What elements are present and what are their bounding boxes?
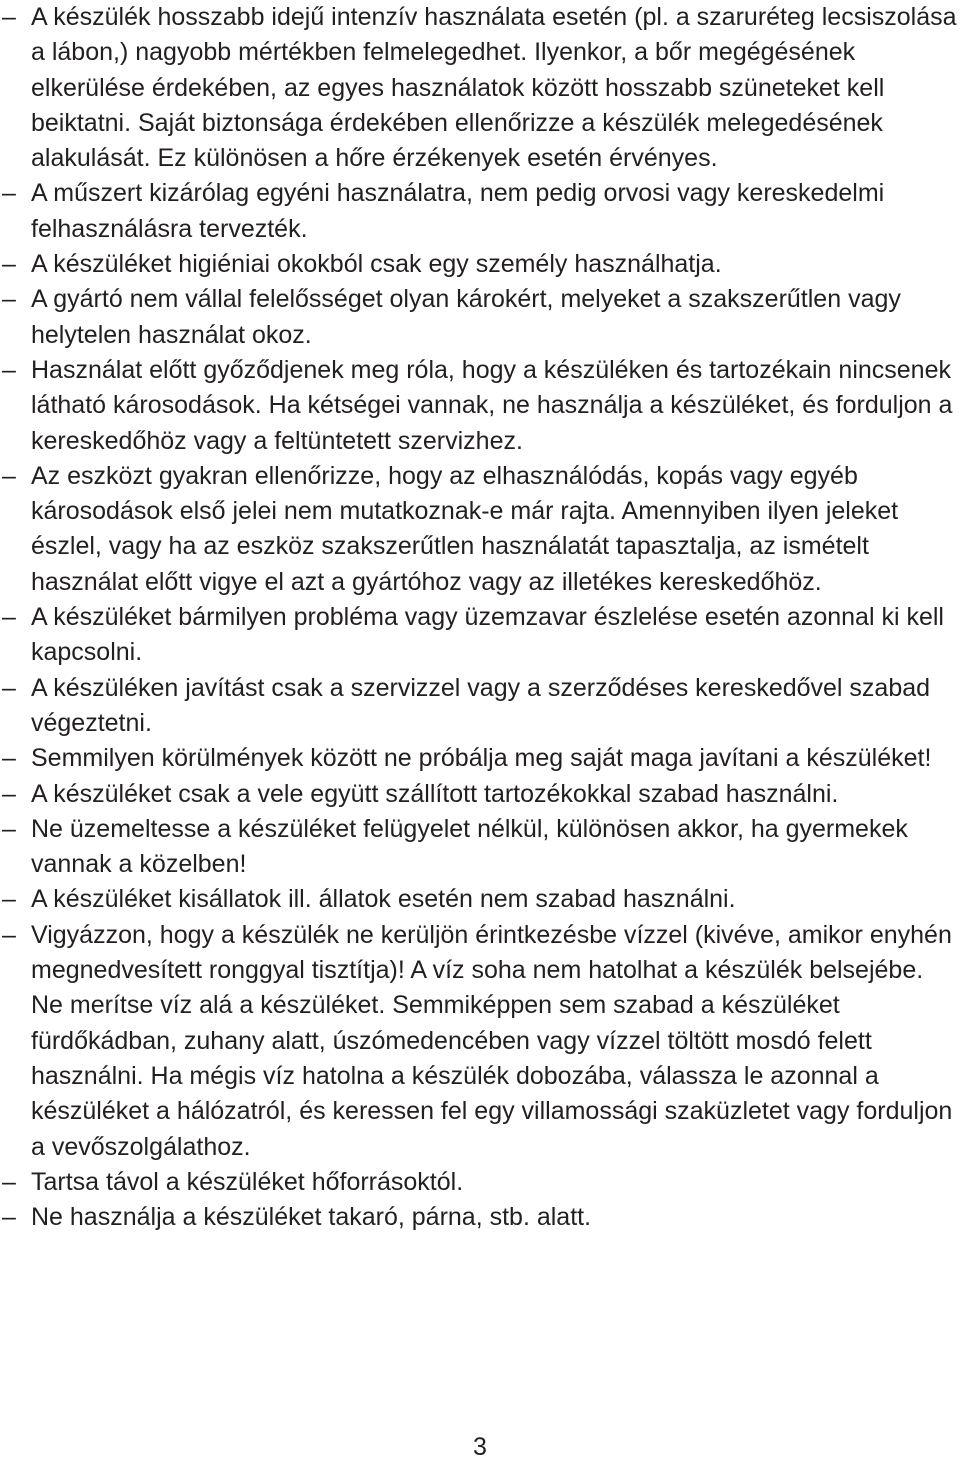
list-item-text: A készüléket csak a vele együtt szállított tartozékokkal szabad használni. [31, 779, 839, 808]
bullet-dash: – [2, 603, 16, 632]
list-item-text: A gyártó nem vállal felelősséget olyan károkért, melyeket a szakszerűtlen vagy helytelen használat okoz. [31, 285, 901, 349]
bullet-dash: – [2, 744, 16, 773]
bullet-dash: – [2, 1203, 16, 1232]
list-item [0, 741, 958, 776]
list-item [0, 0, 958, 176]
list-item-text: Az eszközt gyakran ellenőrizze, hogy az elhasználódás, kopás vagy egyéb károsodások első jelei nem mutatkoznak-e már rajta. Amennyiben ilyen jeleket észlel, vagy ha az eszköz szakszerűtlen használatát tapasztalja, az ismételt használat előtt vigye el azt a gyártóhoz vagy az illetékes kereskedőhöz. [31, 461, 899, 596]
bullet-dash: – [2, 355, 16, 384]
bullet-dash: – [2, 885, 16, 914]
list-item [0, 353, 958, 459]
list-item-text: A készüléket bármilyen probléma vagy üzemzavar észlelése esetén azonnal ki kell kapcsolni. [31, 603, 944, 667]
list-item [0, 282, 958, 353]
list-item-text: Vigyázzon, hogy a készülék ne kerüljön érintkezésbe vízzel (kivéve, amikor enyhén megnedvesített ronggyal tisztítja)! A víz soha nem hatolhat a készülék belsejébe. Ne merítse víz alá a készüléket. Semmiképpen sem szabad a készüléket fürdőkádban, zuhany alatt, úszómedencében vagy vízzel töltött mosdó felett használni. Ha mégis víz hatolna a készülék dobozába, válassza le azonnal a készüléket a hálózatról, és keressen fel egy villamossági szaküzletet vagy forduljon a vevőszolgálathoz. [31, 920, 953, 1161]
bullet-dash: – [2, 285, 16, 314]
bullet-dash: – [2, 779, 16, 808]
list-item-text: A készüléket higiéniai okokból csak egy személy használhatja. [31, 250, 722, 279]
bullet-dash: – [2, 461, 16, 490]
list-item [0, 1200, 958, 1235]
list-item-text: Használat előtt győződjenek meg róla, hogy a készüléken és tartozékain nincsenek látható károsodások. Ha kétségei vannak, ne használja a készüléket, és forduljon a kereskedőhöz vagy a feltüntetett szervizhez. [31, 355, 953, 455]
list-item-text: A műszert kizárólag egyéni használatra, nem pedig orvosi vagy kereskedelmi felhasználásra tervezték. [31, 179, 885, 243]
bullet-dash: – [2, 179, 16, 208]
bullet-dash: – [2, 1167, 16, 1196]
bullet-dash: – [2, 920, 16, 949]
list-item [0, 247, 958, 282]
list-item-text: Ne üzemeltesse a készüléket felügyelet nélkül, különösen akkor, ha gyermekek vannak a közelben! [31, 814, 908, 879]
bullet-dash: – [2, 250, 16, 279]
list-item-text: Ne használja a készüléket takaró, párna, stb. alatt. [31, 1203, 592, 1232]
list-item [0, 600, 958, 671]
list-item-text: Semmilyen körülmények között ne próbálja meg saját maga javítani a készüléket! [31, 744, 932, 773]
bullet-dash: – [2, 673, 16, 702]
page-number: 3 [473, 1433, 487, 1461]
bullet-dash: – [2, 3, 16, 31]
bullet-dash: – [2, 814, 16, 843]
list-item [0, 812, 958, 883]
list-item [0, 671, 958, 742]
list-item-text: A készüléken javítást csak a szervizzel vagy a szerződéses kereskedővel szabad végeztetni. [31, 673, 931, 737]
list-item [0, 1165, 958, 1200]
list-item [0, 459, 958, 600]
list-item [0, 777, 958, 812]
list-item-text: A készüléket kisállatok ill. állatok esetén nem szabad használni. [31, 885, 736, 914]
list-item [0, 918, 958, 1165]
list-item [0, 882, 958, 917]
list-item-text: Tartsa távol a készüléket hőforrásoktól. [31, 1167, 464, 1196]
list-item-text: A készülék hosszabb idejű intenzív használata esetén (pl. a szaruréteg lecsiszolása a lábon,) nagyobb mértékben felmelegedhet. Ilyenkor, a bőr megégésének elkerülése érdekében, az egyes használatok között hosszabb szüneteket kell beiktatni. Saját biztonsága érdekében ellenőrizze a készülék melegedésének alakulását. Ez különösen a hőre érzékenyek esetén érvényes. [31, 3, 957, 173]
list-item [0, 176, 958, 247]
